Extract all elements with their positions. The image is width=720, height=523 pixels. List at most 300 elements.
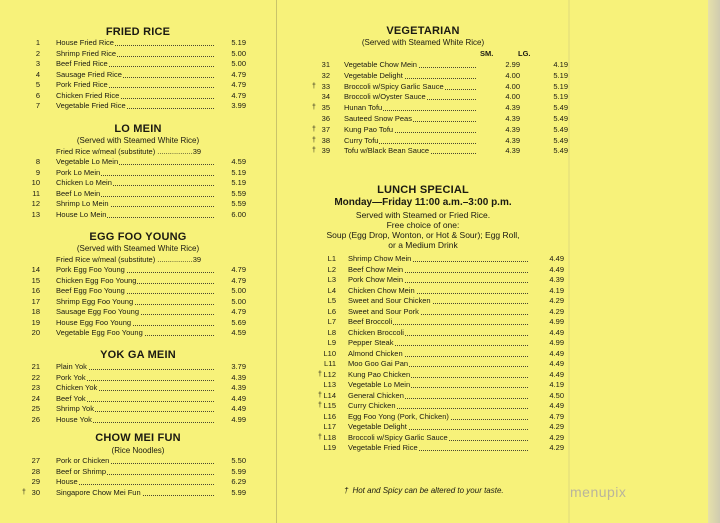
item-name-text: House: [56, 477, 78, 486]
item-price: 4.59: [231, 328, 246, 337]
item-name-text: Vegetable Lo Mein: [56, 157, 119, 166]
item-price: 4.49: [549, 264, 564, 274]
lunch-info-line3: Soup (Egg Drop, Wonton, or Hot & Sour); Egg Roll,: [326, 230, 520, 240]
item-name: [344, 71, 404, 81]
price-small: 4.39: [505, 124, 520, 134]
item-number: L3: [327, 275, 336, 284]
item-price: 4.59: [231, 157, 246, 166]
item-name: [56, 328, 144, 338]
item-number: L18: [323, 432, 336, 442]
item-name-text: Sweet and Sour Pork: [348, 306, 419, 316]
item-price: 4.39: [231, 372, 246, 382]
menu-item: [20, 467, 248, 477]
item-name: [348, 370, 411, 380]
menu-item: [300, 286, 568, 296]
item-number: 38: [321, 135, 330, 145]
item-name: [348, 328, 405, 338]
item-number: 35: [321, 103, 330, 113]
item-number: L16: [323, 411, 336, 421]
menu-item: [20, 276, 248, 286]
item-name: [348, 265, 404, 275]
item-price: 4.29: [549, 306, 564, 316]
item-number: 39: [321, 146, 330, 156]
hot-spicy-icon: †: [312, 136, 316, 144]
item-number: 34: [321, 92, 330, 102]
item-name-text: Vegetable Fried Rice: [56, 101, 126, 110]
item-name-text: General Chicken: [348, 390, 404, 400]
item-price: 4.49: [549, 359, 564, 368]
menu-item: [20, 38, 248, 48]
item-number: 25: [31, 404, 40, 413]
menu-item: [20, 477, 248, 487]
item-price: 5.00: [231, 48, 246, 58]
item-name-text: Hunan Tofu: [344, 103, 383, 113]
price-small: 2.99: [505, 60, 520, 69]
item-number: 17: [31, 296, 40, 306]
menu-item: [300, 401, 568, 411]
menu-item: [300, 60, 568, 70]
menu-item: [300, 359, 568, 369]
item-name: [56, 101, 127, 111]
item-name: [348, 307, 420, 317]
page-fold-right: [568, 0, 570, 523]
item-number: 19: [31, 317, 40, 327]
item-name-text: Pork Chow Mein: [348, 275, 404, 284]
menu-item: [20, 80, 248, 90]
item-name: [348, 359, 409, 369]
item-number: 21: [31, 362, 40, 371]
price-small: 4.39: [505, 135, 520, 145]
item-name-text: Shrimp Egg Foo Young: [56, 296, 134, 306]
item-number: 9: [35, 167, 40, 177]
menu-item: [300, 349, 568, 359]
section-title-lo-mein: LO MEIN: [114, 123, 162, 135]
item-name: [348, 412, 450, 422]
item-name: [56, 318, 132, 328]
item-number: 5: [35, 80, 40, 89]
item-name-text: Curry Chicken: [348, 401, 396, 410]
item-name: [56, 415, 93, 425]
rice-substitute-note: Fried Rice w/meal (substitute) .................39: [56, 255, 202, 264]
item-name: [344, 103, 383, 113]
item-name-text: Beef Egg Foo Young: [56, 286, 125, 295]
lunch-hours: Monday—Friday 11:00 a.m.–3:00 p.m.: [334, 197, 512, 208]
menu-item: [300, 307, 568, 317]
menu-item: [300, 338, 568, 348]
menu-item: [20, 210, 248, 220]
item-price: 4.39: [231, 383, 246, 392]
section-title-vegetarian: VEGETARIAN: [386, 25, 460, 37]
item-price: 5.19: [231, 178, 246, 187]
item-name-text: Chicken Fried Rice: [56, 90, 120, 100]
price-small: 4.39: [505, 103, 520, 113]
item-name: [348, 317, 393, 327]
menu-item: [300, 443, 568, 453]
item-name-text: Pork Fried Rice: [56, 80, 108, 89]
menu-item: [20, 415, 248, 425]
item-price: 4.29: [549, 296, 564, 305]
item-number: 18: [31, 307, 40, 316]
item-name-text: Sauteed Snow Peas: [344, 114, 412, 123]
hot-spicy-icon: †: [318, 433, 322, 441]
item-name-text: Vegetable Egg Foo Young: [56, 328, 143, 337]
section-title-fried-rice: FRIED RICE: [105, 26, 171, 38]
item-number: 26: [31, 414, 40, 424]
price-large: 5.49: [553, 124, 568, 134]
item-name: [348, 296, 432, 306]
item-name: [56, 210, 107, 220]
item-name: [348, 391, 405, 401]
item-number: 31: [321, 60, 330, 69]
item-name-text: Shrimp Lo Mein: [56, 199, 109, 208]
item-price: 4.99: [549, 317, 564, 326]
hot-spicy-icon: †: [312, 147, 316, 155]
item-name-text: Vegetable Lo Mein: [348, 380, 411, 389]
item-number: 10: [31, 178, 40, 187]
item-name: [56, 276, 137, 286]
menu-item: [300, 146, 568, 156]
item-name-text: Pork Yok: [56, 372, 86, 382]
item-name-text: Shrimp Chow Mein: [348, 254, 412, 263]
item-name-text: Chicken Lo Mein: [56, 178, 112, 187]
item-number: L4: [327, 285, 336, 295]
item-number: 23: [31, 383, 40, 392]
item-price: 4.79: [549, 411, 564, 421]
price-small: 4.00: [505, 70, 520, 80]
menu-item: [300, 81, 568, 92]
item-name: [348, 338, 394, 348]
section-title-yok-ga-mein: YOK GA MEIN: [100, 349, 176, 361]
item-name: [348, 275, 404, 285]
item-name: [344, 92, 427, 102]
hot-spicy-icon: †: [312, 125, 316, 133]
item-price: 6.00: [231, 209, 246, 219]
item-name-text: Beef Broccoli: [348, 317, 393, 326]
section-title-egg-foo-young: EGG FOO YOUNG: [89, 231, 187, 243]
rice-substitute-note: Fried Rice w/meal (substitute) .................39: [56, 147, 202, 156]
item-number: 8: [35, 157, 40, 166]
price-large: 5.49: [553, 114, 568, 123]
item-price: 4.29: [549, 422, 564, 431]
item-name: [56, 168, 101, 178]
item-price: 5.69: [231, 317, 246, 327]
item-name: [344, 136, 379, 146]
item-price: 4.99: [549, 338, 564, 347]
item-name-text: Broccoli w/Spicy Garlic Sauce: [348, 432, 448, 442]
item-name: [348, 443, 419, 453]
item-price: 5.99: [231, 466, 246, 476]
item-number: 7: [35, 101, 40, 110]
menu-item: [300, 265, 568, 275]
item-number: 29: [31, 477, 40, 486]
item-price: 4.49: [549, 254, 564, 263]
item-number: 6: [35, 90, 40, 100]
item-name: [56, 157, 119, 167]
item-name-text: Chicken Broccoli: [348, 327, 404, 337]
menu-item: [300, 391, 568, 401]
item-number: 16: [31, 286, 40, 295]
item-name: [56, 488, 142, 498]
menu-item: [300, 254, 568, 264]
hot-spicy-icon: †: [318, 391, 322, 399]
menu-item: [300, 124, 568, 135]
item-number: 1: [35, 38, 40, 47]
menu-item: [300, 103, 568, 113]
item-name-text: Sausage Egg Foo Young: [56, 307, 139, 316]
item-name: [56, 178, 113, 188]
item-number: L11: [324, 359, 336, 368]
menu-item: [300, 114, 568, 124]
item-name-text: Shrimp Fried Rice: [56, 48, 117, 58]
item-number: 3: [35, 59, 40, 68]
item-price: 4.50: [549, 390, 564, 400]
item-name-text: Pork Lo Mein: [56, 167, 101, 177]
item-name-text: House Lo Mein: [56, 209, 107, 219]
item-price: 4.29: [549, 443, 564, 452]
item-number: 13: [31, 209, 40, 219]
item-price: 4.79: [231, 90, 246, 100]
price-large: 5.19: [553, 92, 568, 102]
item-name: [56, 404, 95, 414]
menu-item: [20, 307, 248, 317]
item-number: 20: [31, 328, 40, 337]
item-name: [56, 456, 110, 466]
menu-item: [20, 70, 248, 80]
menu-item: [20, 286, 248, 296]
menu-item: [20, 91, 248, 101]
item-name-text: Beef or Shrimp: [56, 466, 107, 476]
item-number: 37: [321, 124, 330, 134]
item-number: L8: [327, 327, 336, 337]
menu-item: [20, 456, 248, 466]
item-name: [348, 401, 397, 411]
menu-item: [300, 422, 568, 432]
item-name-text: Almond Chicken: [348, 348, 403, 358]
item-name-text: Moo Goo Gai Pan: [348, 359, 409, 368]
item-name: [56, 286, 126, 296]
item-name-text: Pork Egg Foo Young: [56, 265, 125, 274]
item-name-text: Pork or Chicken: [56, 456, 110, 465]
item-number: L5: [327, 296, 336, 305]
menu-item: [300, 135, 568, 146]
menu-item: [20, 404, 248, 414]
item-price: 5.99: [231, 487, 246, 497]
item-name-text: Tofu w/Black Bean Sauce: [344, 146, 430, 156]
item-name: [344, 82, 445, 92]
item-name-text: Plain Yok: [56, 362, 87, 371]
hot-spicy-icon: †: [22, 488, 26, 496]
item-name-text: Sausage Fried Rice: [56, 69, 122, 79]
item-number: L17: [323, 422, 336, 431]
item-number: 30: [31, 487, 40, 497]
price-small: 4.00: [505, 92, 520, 102]
menu-item: [20, 101, 248, 111]
item-name-text: Chicken Chow Mein: [348, 285, 415, 295]
item-name: [56, 91, 120, 101]
item-number: 15: [31, 275, 40, 285]
item-number: L1: [327, 254, 336, 263]
menu-item: [300, 317, 568, 327]
item-name: [344, 125, 394, 135]
item-name: [348, 433, 449, 443]
item-number: 32: [321, 70, 330, 80]
menu-item: [300, 380, 568, 390]
section-title-lunch-special: LUNCH SPECIAL: [377, 184, 469, 196]
item-name: [56, 477, 79, 487]
item-name-text: Chicken Yok: [56, 383, 98, 392]
menu-item: [300, 275, 568, 285]
menu-item: [300, 328, 568, 338]
item-name: [56, 49, 117, 59]
item-number: 11: [32, 188, 40, 198]
item-price: 5.59: [231, 199, 246, 208]
section-title-chow-mei-fun: CHOW MEI FUN: [95, 432, 181, 444]
menu-item: [20, 59, 248, 69]
item-price: 5.19: [231, 167, 246, 177]
item-name-text: Shrimp Yok: [56, 404, 94, 413]
price-large: 5.49: [553, 103, 568, 113]
item-number: L6: [327, 306, 336, 316]
menu-item: [20, 488, 248, 498]
menu-item: [20, 362, 248, 372]
price-large: 5.19: [553, 81, 568, 91]
item-price: 4.99: [231, 414, 246, 424]
item-price: 4.49: [231, 393, 246, 403]
item-price: 4.29: [549, 432, 564, 442]
hot-spicy-footnote: [344, 486, 504, 495]
lunch-info-line2: Free choice of one:: [386, 220, 460, 230]
item-name-text: House Yok: [56, 414, 92, 424]
item-name: [56, 373, 87, 383]
menu-item: [20, 328, 248, 338]
item-name-text: Kung Pao Chicken: [348, 369, 411, 379]
section-subtitle-vegetarian: (Served with Steamed White Rice): [361, 38, 485, 47]
price-large: 5.49: [553, 135, 568, 145]
item-price: 4.19: [549, 380, 564, 389]
item-number: 28: [31, 466, 40, 476]
hot-spicy-icon: †: [318, 370, 322, 378]
item-price: 4.49: [549, 369, 564, 379]
dot-leader: [56, 477, 214, 485]
item-name-text: Vegetable Delight: [348, 422, 407, 431]
item-price: 4.79: [231, 69, 246, 79]
item-price: 5.00: [231, 286, 246, 295]
menu-item: [20, 199, 248, 209]
section-subtitle-chow-mei-fun: (Rice Noodles): [111, 446, 165, 455]
menu-item: [20, 394, 248, 404]
item-price: 4.79: [231, 80, 246, 89]
menu-item: [20, 318, 248, 328]
menu-item: [20, 49, 248, 59]
item-price: 5.00: [231, 59, 246, 68]
price-small: 4.39: [505, 114, 520, 123]
menu-item: [20, 157, 248, 167]
menu-item: [20, 168, 248, 178]
item-number: 12: [31, 199, 40, 208]
item-name-text: Egg Foo Yong (Pork, Chicken): [348, 411, 449, 421]
item-name: [56, 383, 98, 393]
item-name-text: Beef Lo Mein: [56, 188, 101, 198]
page-edge: [708, 0, 720, 523]
item-number: L15: [323, 401, 336, 410]
item-name-text: Beef Yok: [56, 393, 86, 403]
item-name-text: Vegetable Fried Rice: [348, 443, 418, 452]
item-name: [56, 394, 87, 404]
item-name: [56, 297, 134, 307]
item-price: 5.19: [231, 38, 246, 47]
item-number: 33: [321, 81, 330, 91]
item-price: 5.59: [231, 188, 246, 198]
price-large: 5.19: [553, 70, 568, 80]
item-price: 4.49: [549, 401, 564, 410]
hot-spicy-icon: †: [344, 486, 349, 495]
item-name-text: Beef Chow Mein: [348, 264, 404, 274]
item-name-text: Chicken Egg Foo Young: [56, 275, 137, 285]
menu-item: [300, 370, 568, 380]
lunch-info-line1: Served with Steamed or Fried Rice.: [355, 210, 491, 220]
item-name: [56, 307, 140, 317]
item-number: 36: [321, 114, 330, 123]
item-number: 4: [35, 69, 40, 79]
item-price: 3.79: [231, 362, 246, 371]
item-name-text: Sweet and Sour Chicken: [348, 296, 431, 305]
item-name: [56, 467, 107, 477]
item-name-text: House Fried Rice: [56, 38, 114, 47]
menu-item: [300, 296, 568, 306]
menu-item: [300, 433, 568, 443]
item-price: 5.00: [231, 296, 246, 306]
item-number: L2: [327, 264, 336, 274]
item-price: 4.79: [231, 265, 246, 274]
item-number: L14: [323, 390, 336, 400]
menu-item: [20, 178, 248, 188]
item-number: 2: [35, 48, 40, 58]
item-number: L7: [327, 317, 336, 326]
menu-item: [20, 189, 248, 199]
item-name: [56, 265, 126, 275]
price-large: 5.49: [553, 146, 568, 156]
item-name: [344, 114, 413, 124]
menu-item: [20, 265, 248, 275]
item-price: 4.79: [231, 275, 246, 285]
item-name: [348, 380, 411, 390]
price-small: 4.00: [505, 81, 520, 91]
item-name: [348, 349, 404, 359]
item-name-text: Pepper Steak: [348, 338, 394, 347]
menu-item: [20, 297, 248, 307]
section-subtitle-lo-mein: (Served with Steamed White Rice): [76, 136, 200, 145]
item-number: L9: [327, 338, 336, 347]
price-small: 4.39: [505, 146, 520, 156]
item-name-text: Vegetable Delight: [344, 70, 403, 80]
lunch-info-line4: or a Medium Drink: [388, 240, 458, 250]
item-name-text: House Egg Foo Young: [56, 317, 132, 327]
item-name: [348, 254, 412, 264]
footnote-text: Hot and Spicy can be altered to your taste.: [352, 486, 504, 495]
watermark: menupix: [570, 484, 627, 500]
item-number: 24: [31, 393, 40, 403]
menu-item: [20, 373, 248, 383]
item-name-text: Broccoli w/Spicy Garlic Sauce: [344, 81, 444, 91]
item-price: 5.50: [231, 456, 246, 465]
item-name: [348, 422, 408, 432]
item-name: [56, 362, 88, 372]
item-name: [348, 286, 416, 296]
hot-spicy-icon: †: [312, 82, 316, 90]
item-name: [344, 60, 418, 70]
menu-item: [20, 383, 248, 393]
item-name: [56, 59, 109, 69]
